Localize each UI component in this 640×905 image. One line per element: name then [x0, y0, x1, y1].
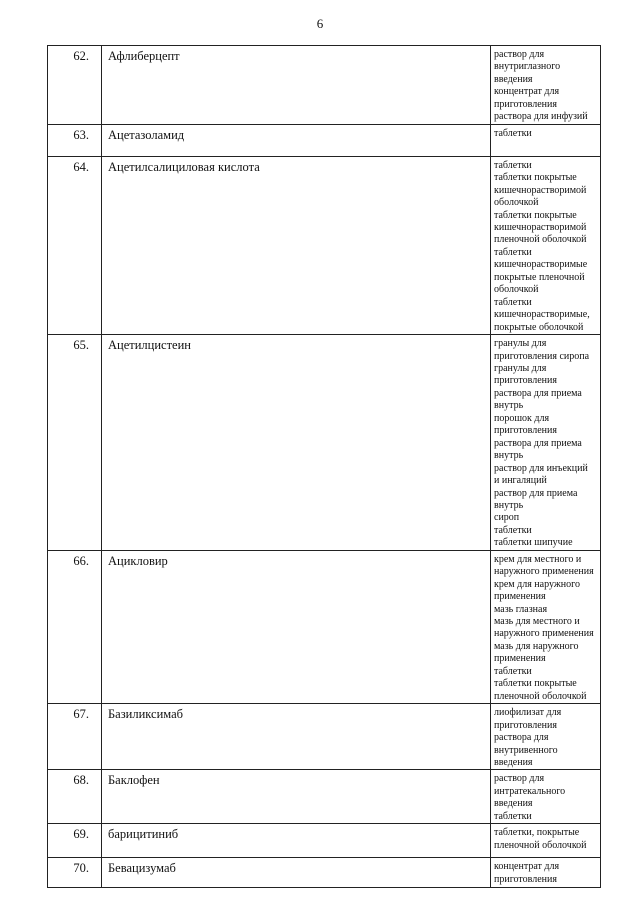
dosage-form-line: мазь для местного и [494, 616, 580, 628]
row-number: 63. [48, 124, 102, 156]
dosage-form-line: раствор для приема [494, 487, 578, 499]
row-number: 65. [48, 335, 102, 551]
page-number: 6 [316, 16, 324, 31]
table-row [48, 124, 601, 156]
dosage-form-line: концентрат для [494, 86, 560, 98]
dosage-form-line: интратекального [494, 785, 566, 797]
drug-name: Базиликсимаб [102, 704, 491, 770]
dosage-form-line: порошок для [494, 412, 550, 424]
row-number: 64. [48, 156, 102, 334]
dosage-form-line: приготовления [494, 425, 557, 437]
dosage-form-line: и ингаляций [494, 475, 547, 487]
dosage-form-line: кишечнорастворимой [494, 221, 587, 233]
dosage-form-line: пленочной оболочкой [494, 839, 587, 851]
dosage-form-line: наружного применения [494, 628, 594, 640]
dosage-form-line: покрытые оболочкой [494, 321, 584, 333]
dosage-form-line: таблетки шипучие [494, 537, 573, 549]
dosage-form-line: внутрь [494, 400, 524, 412]
drug-name: Ацетилсалициловая кислота [102, 156, 491, 334]
dosage-form-line: внутриглазного [494, 61, 561, 73]
dosage-form-line: внутрь [494, 499, 524, 511]
drug-name: барицитиниб [102, 824, 491, 858]
dosage-form-line: введения [494, 757, 533, 769]
dosage-form-line: таблетки [494, 665, 532, 677]
dosage-form-line: приготовления [494, 719, 557, 731]
dosage-form-line: приготовления сиропа [494, 350, 590, 362]
dosage-forms [491, 824, 601, 858]
dosage-form-line: таблетки [494, 246, 532, 258]
dosage-form-line: приготовления [494, 873, 557, 885]
dosage-form-line: введения [494, 798, 533, 810]
dosage-form-line: крем для местного и [494, 553, 582, 565]
dosage-form-line: внутрь [494, 450, 524, 462]
dosage-forms [491, 704, 601, 770]
dosage-form-line: крем для наружного [494, 578, 580, 590]
table-row [48, 550, 601, 703]
table-row [48, 335, 601, 551]
row-number: 69. [48, 824, 102, 858]
dosage-form-line: мазь для наружного [494, 640, 579, 652]
dosage-form-line: раствора для [494, 732, 549, 744]
dosage-form-line: приготовления [494, 375, 557, 387]
dosage-form-line: кишечнорастворимые [494, 259, 588, 271]
drug-name: Афлиберцепт [102, 46, 491, 125]
table-row [48, 156, 601, 334]
dosage-form-line: раствора для приема [494, 387, 582, 399]
dosage-form-line: кишечнорастворимые, [494, 309, 590, 321]
dosage-form-line: раствора для приема [494, 437, 582, 449]
dosage-forms [491, 550, 601, 703]
row-number: 70. [48, 858, 102, 888]
drug-name: Ацетазоламид [102, 124, 491, 156]
dosage-form-line: гранулы для [494, 362, 547, 374]
table-row [48, 704, 601, 770]
dosage-form-line: таблетки [494, 810, 532, 822]
table-row [48, 858, 601, 888]
drug-name: Баклофен [102, 770, 491, 824]
drug-name: Бевацизумаб [102, 858, 491, 888]
dosage-form-line: пленочной оболочкой [494, 690, 587, 702]
table-row [48, 770, 601, 824]
dosage-form-line: таблетки [494, 127, 532, 139]
dosage-form-line: таблетки покрытые [494, 678, 577, 690]
dosage-form-line: гранулы для [494, 338, 547, 350]
dosage-form-line: таблетки [494, 296, 532, 308]
row-number: 62. [48, 46, 102, 125]
dosage-forms [491, 335, 601, 551]
dosage-form-line: применения [494, 653, 546, 665]
table-row [48, 824, 601, 858]
dosage-form-line: применения [494, 591, 546, 603]
drug-name: Ацетилцистеин [102, 335, 491, 551]
dosage-form-line: введения [494, 73, 533, 85]
dosage-form-line: пленочной оболочкой [494, 234, 587, 246]
dosage-forms [491, 156, 601, 334]
dosage-forms [491, 46, 601, 125]
dosage-form-line: покрытые пленочной [494, 271, 585, 283]
dosage-form-line: концентрат для [494, 861, 560, 873]
dosage-form-line: таблетки [494, 524, 532, 536]
row-number: 67. [48, 704, 102, 770]
dosage-form-line: сироп [494, 512, 520, 524]
dosage-form-line: лиофилизат для [494, 707, 562, 719]
row-number: 66. [48, 550, 102, 703]
drug-name: Ацикловир [102, 550, 491, 703]
dosage-form-line: приготовления [494, 98, 557, 110]
dosage-form-line: таблетки покрытые [494, 172, 577, 184]
dosage-form-line: раствор для инъекций [494, 462, 588, 474]
dosage-forms [491, 770, 601, 824]
dosage-form-line: таблетки [494, 159, 532, 171]
table-row [48, 46, 601, 125]
dosage-form-line: оболочкой [494, 284, 539, 296]
dosage-form-line: раствор для [494, 49, 545, 60]
dosage-form-line: раствор для [494, 773, 545, 785]
drug-table [47, 45, 601, 888]
dosage-form-line: наружного применения [494, 566, 594, 578]
dosage-forms [491, 124, 601, 156]
dosage-forms [491, 858, 601, 888]
dosage-form-line: таблетки покрытые [494, 209, 577, 221]
dosage-form-line: раствора для инфузий [494, 111, 588, 123]
dosage-form-line: внутривенного [494, 744, 558, 756]
dosage-form-line: таблетки, покрытые [494, 827, 580, 839]
dosage-form-line: мазь глазная [494, 603, 548, 615]
row-number: 68. [48, 770, 102, 824]
dosage-form-line: оболочкой [494, 197, 539, 209]
dosage-form-line: кишечнорастворимой [494, 184, 587, 196]
